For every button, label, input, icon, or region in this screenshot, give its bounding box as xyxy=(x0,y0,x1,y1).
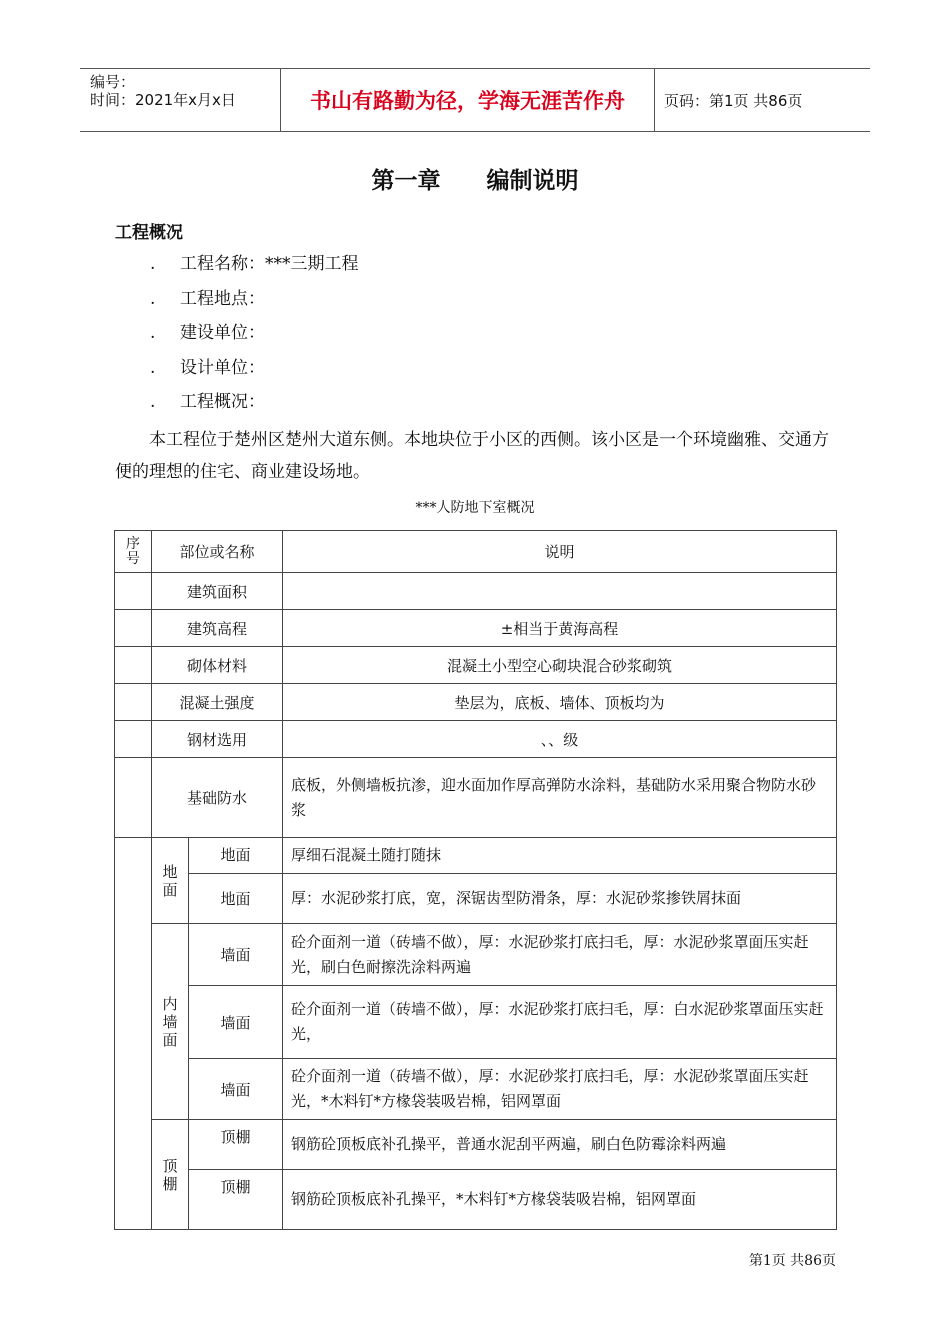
row-name: 墙面 xyxy=(189,924,283,986)
row-desc: 厚细石混凝土随打随抹 xyxy=(283,838,837,874)
project-description: 本工程位于楚州区楚州大道东侧。本地块位于小区的西侧。该小区是一个环境幽雅、交通方便的理想的住宅、商业建设场地。 xyxy=(115,430,829,482)
row-desc: 底板，外侧墙板抗渗，迎水面加作厚高弹防水涂料，基础防水采用聚合物防水砂浆 xyxy=(283,758,837,838)
bullet-marker: . xyxy=(150,357,156,378)
row-desc: 、、级 xyxy=(283,721,837,758)
bullet-marker: . xyxy=(150,254,156,274)
row-desc xyxy=(283,573,837,610)
table-row xyxy=(115,924,837,986)
header-desc: 说明 xyxy=(283,531,837,573)
row-desc: 钢筋砼顶板底补孔操平，*木料钉*方椽袋装吸岩棉，铝网罩面 xyxy=(283,1170,837,1230)
list-item-text: 建设单位： xyxy=(180,323,265,343)
list-item xyxy=(150,287,359,322)
header-motto: 书山有路勤为径，学海无涯苦作舟 xyxy=(280,69,655,131)
list-item xyxy=(150,321,359,356)
code-label: 编号： xyxy=(90,73,136,91)
row-name: 建筑高程 xyxy=(152,610,283,647)
list-item xyxy=(150,356,359,391)
row-name: 建筑面积 xyxy=(152,573,283,610)
row-name: 砌体材料 xyxy=(152,647,283,684)
row-name: 顶棚 xyxy=(189,1170,283,1230)
table-row xyxy=(115,647,837,684)
table-row xyxy=(115,573,837,610)
table-row xyxy=(115,610,837,647)
row-desc: 厚：水泥砂浆打底，宽，深锯齿型防滑条，厚：水泥砂浆掺铁屑抹面 xyxy=(283,874,837,924)
table-row xyxy=(115,1059,837,1120)
bullet-marker: . xyxy=(150,392,156,412)
row-desc: ±相当于黄海高程 xyxy=(283,610,837,647)
row-desc: 垫层为，底板、墙体、顶板均为 xyxy=(283,684,837,721)
project-info-list xyxy=(150,252,359,425)
table-row xyxy=(115,874,837,924)
table-header-row xyxy=(115,531,837,573)
row-name: 地面 xyxy=(189,838,283,874)
group-label-ceiling: 顶棚 xyxy=(152,1120,189,1230)
table-row xyxy=(115,1120,837,1170)
list-item xyxy=(150,390,359,425)
row-name: 墙面 xyxy=(189,1059,283,1120)
row-name: 基础防水 xyxy=(152,758,283,838)
table-row xyxy=(115,838,837,874)
row-desc: 砼介面剂一道（砖墙不做），厚：水泥砂浆打底扫毛，厚：水泥砂浆罩面压实赶光，*木料钉*方椽袋装吸岩棉，铝网罩面 xyxy=(283,1059,837,1120)
table-row xyxy=(115,758,837,838)
row-desc: 砼介面剂一道（砖墙不做），厚：水泥砂浆打底扫毛，厚：白水泥砂浆罩面压实赶光， xyxy=(283,986,837,1059)
header-meta xyxy=(90,69,280,131)
row-name: 墙面 xyxy=(189,986,283,1059)
list-item-text: 工程地点： xyxy=(180,288,265,309)
chapter-name: 编制说明 xyxy=(486,168,579,194)
table-row xyxy=(115,1170,837,1230)
header-page-info: 页码：第1页 共86页 xyxy=(664,91,803,110)
overview-table xyxy=(114,530,837,1230)
table-row xyxy=(115,721,837,758)
section-title: 工程概况 xyxy=(115,223,183,243)
row-desc: 混凝土小型空心砌块混合砂浆砌筑 xyxy=(283,647,837,684)
group-label-floor: 地面 xyxy=(152,838,189,924)
chapter-title xyxy=(0,162,950,195)
time-label: 时间：2021年x月x日 xyxy=(90,91,236,109)
row-name: 顶棚 xyxy=(189,1120,283,1170)
list-item-text: 工程名称：***三期工程 xyxy=(180,254,359,274)
list-item-text: 设计单位： xyxy=(180,357,265,378)
list-item xyxy=(150,252,359,287)
chapter-number: 第一章 xyxy=(371,168,441,194)
header-name: 部位或名称 xyxy=(152,531,283,573)
row-name: 钢材选用 xyxy=(152,721,283,758)
table-caption: ***人防地下室概况 xyxy=(415,500,535,516)
table-row xyxy=(115,684,837,721)
header-seq: 序号 xyxy=(115,531,152,573)
list-item-text: 工程概况： xyxy=(180,392,265,412)
group-label-inner-wall: 内墙面 xyxy=(152,924,189,1120)
bullet-marker: . xyxy=(150,323,156,343)
page-header xyxy=(80,68,870,132)
table-row xyxy=(115,986,837,1059)
row-name: 地面 xyxy=(189,874,283,924)
bullet-marker: . xyxy=(150,288,156,309)
row-desc: 砼介面剂一道（砖墙不做），厚：水泥砂浆打底扫毛，厚：水泥砂浆罩面压实赶光，刷白色耐擦洗涂料两遍 xyxy=(283,924,837,986)
page-footer: 第1页 共86页 xyxy=(748,1253,836,1269)
row-desc: 钢筋砼顶板底补孔操平，普通水泥刮平两遍，刷白色防霉涂料两遍 xyxy=(283,1120,837,1170)
row-name: 混凝土强度 xyxy=(152,684,283,721)
